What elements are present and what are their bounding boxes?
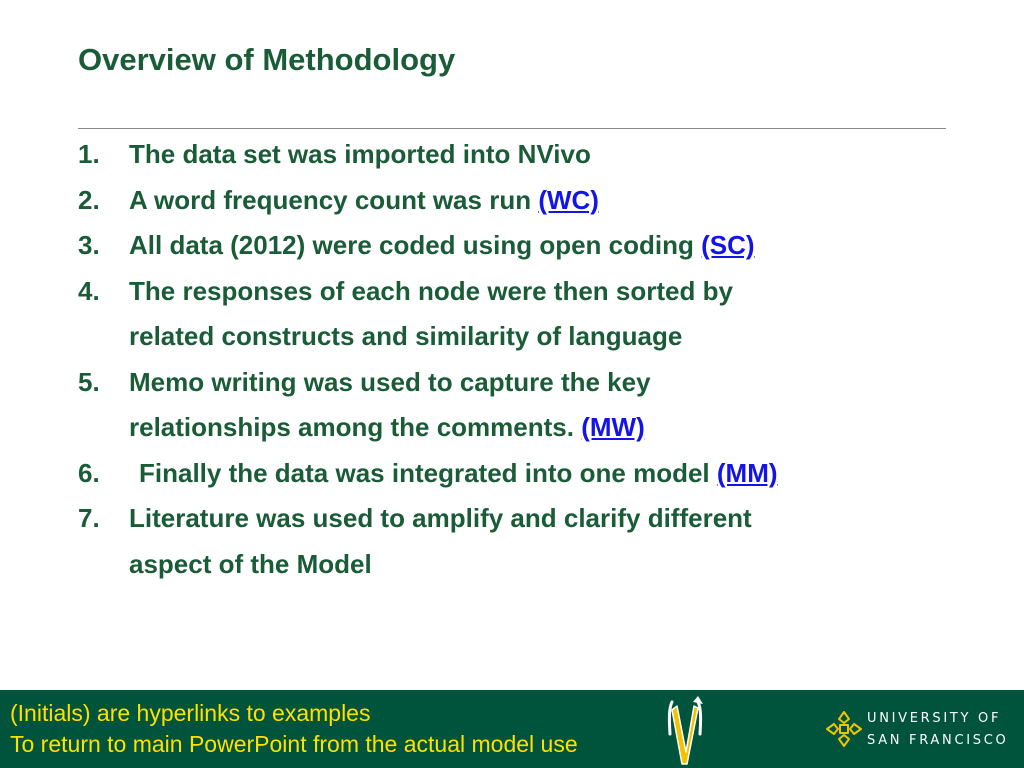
step-item: [78, 496, 958, 587]
step-text: All data (2012) were coded using open coding: [129, 230, 694, 260]
step-text: Literature was used to amplify and clarify different: [129, 503, 752, 533]
step-number: 2.: [78, 184, 100, 215]
mm-link[interactable]: (MM): [716, 457, 778, 488]
step-text: A word frequency count was run: [129, 184, 532, 215]
step-item: [78, 269, 958, 360]
footer-note-line-1: (Initials) are hyperlinks to examples: [10, 700, 371, 726]
step-number: 1.: [78, 139, 100, 169]
university-name: [867, 708, 1017, 752]
methodology-steps: [78, 132, 958, 587]
university-name-line-1: UNIVERSITY OF: [867, 711, 1002, 726]
v-arrow-icon[interactable]: [664, 694, 706, 766]
step-text-continued: relationships among the comments.: [129, 412, 574, 442]
footer-note-line-2: To return to main PowerPoint from the actual model use: [10, 731, 578, 757]
step-text-continued: related constructs and similarity of language: [129, 321, 683, 351]
step-number: 3.: [78, 230, 100, 260]
step-item: [78, 223, 958, 269]
slide-title: Overview of Methodology: [78, 42, 456, 77]
step-number: 5.: [78, 366, 100, 397]
title-divider: [78, 128, 946, 129]
step-number: 4.: [78, 275, 100, 306]
usf-cross-icon: [824, 709, 864, 749]
step-item: [78, 360, 958, 451]
wc-link[interactable]: (WC): [538, 184, 599, 215]
sc-link[interactable]: (SC): [701, 230, 755, 260]
step-text: Memo writing was used to capture the key: [129, 366, 651, 397]
university-name-line-2: SAN FRANCISCO: [867, 733, 1009, 748]
footer-bar: [0, 690, 1024, 768]
step-text: The responses of each node were then sorted by: [129, 275, 733, 306]
step-number: 7.: [78, 503, 100, 533]
step-number: 6.: [78, 457, 100, 488]
step-item: [78, 451, 958, 497]
step-item: [78, 178, 958, 224]
step-item: [78, 132, 958, 178]
step-text: Finally the data was integrated into one model: [139, 457, 710, 488]
footer-note: [10, 698, 578, 760]
mw-link[interactable]: (MW): [581, 412, 645, 442]
step-text-continued-line: [129, 405, 958, 451]
step-text: The data set was imported into NVivo: [129, 139, 591, 169]
step-text-continued: aspect of the Model: [129, 548, 372, 579]
